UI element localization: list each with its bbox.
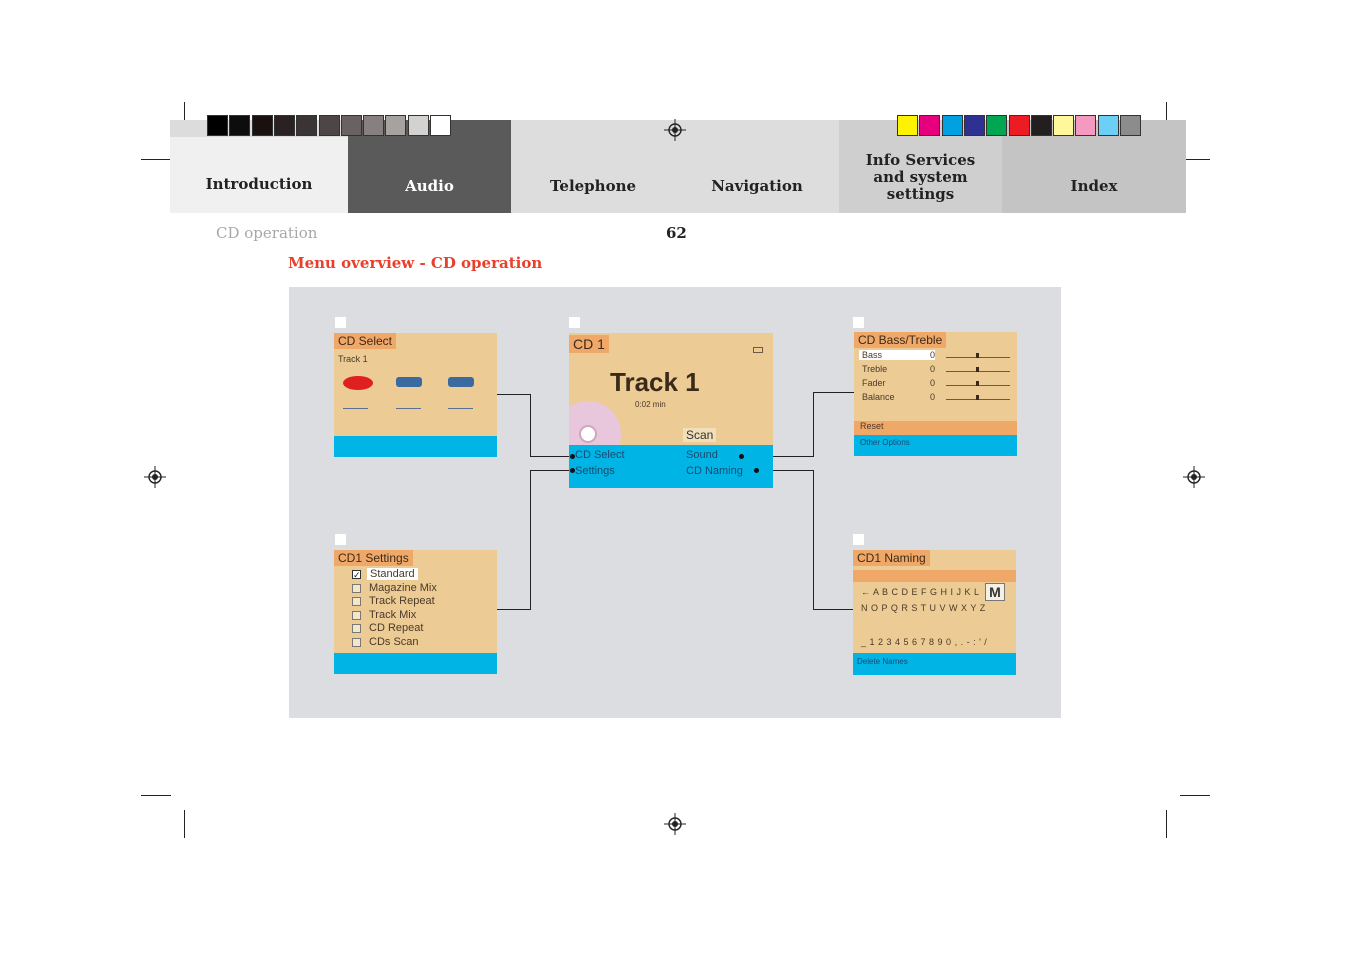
sound-setting-value: 0 <box>930 364 936 374</box>
cd-settings-screen <box>334 550 497 674</box>
cd-select-screen <box>334 333 497 457</box>
screen-title: CD 1 <box>569 335 609 353</box>
registration-mark-icon <box>1183 466 1205 488</box>
connector-dot <box>570 454 575 459</box>
color-swatch <box>897 115 918 136</box>
gray-swatch <box>363 115 384 136</box>
color-swatch <box>919 115 940 136</box>
checkbox-icon[interactable] <box>352 584 361 593</box>
color-swatch <box>1120 115 1141 136</box>
gray-swatch <box>385 115 406 136</box>
connector-line <box>530 470 572 471</box>
sound-setting-label[interactable]: Bass <box>859 350 935 360</box>
menu-item-sound[interactable]: Sound <box>686 449 718 461</box>
setting-option-label: Track Repeat <box>369 595 435 608</box>
track-label: Track 1 <box>338 354 368 364</box>
crop-mark <box>141 795 171 796</box>
tab-navigation[interactable] <box>675 120 839 213</box>
char-row-3[interactable]: _ 1 2 3 4 5 6 7 8 9 0 , . - : ' / <box>861 637 988 647</box>
sound-setting-label[interactable]: Treble <box>862 364 888 374</box>
checkbox-checked-icon[interactable]: ✓ <box>353 570 361 580</box>
cd-empty-icon <box>448 403 473 409</box>
registration-mark-icon <box>144 466 166 488</box>
slider-knob-icon <box>976 367 979 372</box>
registration-mark-icon <box>664 813 686 835</box>
reset-button[interactable]: Reset <box>860 421 884 431</box>
slider-knob-icon <box>976 381 979 386</box>
setting-option-label: Track Mix <box>369 608 417 621</box>
status-icon <box>753 347 763 353</box>
gray-swatch <box>229 115 250 136</box>
crop-mark <box>1180 795 1210 796</box>
gray-swatch <box>252 115 273 136</box>
checkbox-icon[interactable] <box>352 638 361 647</box>
screen-title: CD Bass/Treble <box>854 332 946 348</box>
connector-dot <box>754 468 759 473</box>
slider-knob-icon <box>976 395 979 400</box>
disc-hub-icon <box>579 425 597 443</box>
cd-naming-screen <box>853 550 1016 675</box>
tab-label: Index <box>1070 177 1118 195</box>
marker-box <box>853 317 864 328</box>
tab-label: Audio <box>405 177 454 195</box>
color-swatch <box>1075 115 1096 136</box>
page-heading: Menu overview - CD operation <box>288 254 543 272</box>
connector-dot <box>739 454 744 459</box>
checkbox-icon[interactable] <box>352 611 361 620</box>
sound-setting-value: 0 <box>930 378 936 388</box>
tab-label: Telephone <box>549 177 637 195</box>
setting-option-label: CD Repeat <box>369 622 424 635</box>
registration-mark-icon <box>664 119 686 141</box>
screen-title: CD Select <box>334 333 396 349</box>
screen-title: CD1 Settings <box>334 550 413 566</box>
scan-button[interactable]: Scan <box>683 428 716 442</box>
crop-mark <box>141 159 171 160</box>
color-swatch <box>942 115 963 136</box>
gray-swatch <box>296 115 317 136</box>
cd-slot-icon <box>448 377 474 387</box>
menu-bar <box>334 653 497 674</box>
tab-label: Info Services and system settings <box>865 151 976 203</box>
connector-line <box>530 394 531 456</box>
marker-box <box>853 534 864 545</box>
gray-swatch <box>319 115 340 136</box>
setting-option-label: CDs Scan <box>369 636 419 648</box>
setting-option-label: Standard <box>367 568 418 580</box>
color-swatch <box>1009 115 1030 136</box>
menu-bar <box>334 436 497 457</box>
page-number: 62 <box>666 224 687 242</box>
crop-mark <box>184 810 185 838</box>
screen-title: CD1 Naming <box>853 550 930 566</box>
gray-swatch <box>207 115 228 136</box>
setting-option-label: Magazine Mix <box>369 581 437 594</box>
tab-introduction[interactable] <box>170 137 348 213</box>
color-swatch <box>1053 115 1074 136</box>
color-swatch <box>964 115 985 136</box>
sound-setting-label[interactable]: Balance <box>862 392 895 402</box>
track-title: Track 1 <box>610 367 700 397</box>
cd-slot-icon <box>396 377 422 387</box>
gray-swatch <box>341 115 362 136</box>
delete-names-button[interactable]: Delete Names <box>857 657 908 666</box>
menu-item-cd-select[interactable]: CD Select <box>575 449 625 461</box>
connector-line <box>530 470 531 610</box>
cd-empty-icon <box>396 403 421 409</box>
connector-line <box>530 456 572 457</box>
sound-setting-label[interactable]: Fader <box>862 378 886 388</box>
color-swatch <box>986 115 1007 136</box>
cd-empty-icon <box>343 403 368 409</box>
char-row-2[interactable]: N O P Q R S T U V W X Y Z <box>861 603 986 613</box>
checkbox-icon[interactable] <box>352 624 361 633</box>
tab-label: Introduction <box>205 175 313 193</box>
connector-line <box>813 392 814 457</box>
cd-main-screen <box>569 333 773 488</box>
char-row-1[interactable]: ← A B C D E F G H I J K L <box>861 587 980 597</box>
connector-line <box>813 609 853 610</box>
menu-item-cd-naming[interactable]: CD Naming <box>686 465 743 477</box>
menu-item-settings[interactable]: Settings <box>575 465 615 477</box>
color-swatch <box>1098 115 1119 136</box>
checkbox-icon[interactable] <box>352 597 361 606</box>
cursor-char[interactable]: M <box>985 583 1005 601</box>
connector-line <box>497 394 530 395</box>
connector-line <box>813 392 854 393</box>
gray-swatch <box>408 115 429 136</box>
track-time: 0:02 min <box>635 400 666 409</box>
tab-label: Navigation <box>711 177 803 195</box>
slider-knob-icon <box>976 353 979 358</box>
sound-setting-value: 0 <box>930 392 936 402</box>
section-title: CD operation <box>216 224 318 242</box>
connector-line <box>497 609 530 610</box>
bass-treble-screen <box>854 332 1017 456</box>
connector-dot <box>570 468 575 473</box>
sound-setting-value: 0 <box>930 350 936 360</box>
marker-box <box>335 534 346 545</box>
other-options-button[interactable]: Other Options <box>860 438 910 447</box>
marker-box <box>335 317 346 328</box>
color-swatch <box>1031 115 1052 136</box>
name-entry-field[interactable] <box>853 570 1016 582</box>
marker-box <box>569 317 580 328</box>
gray-swatch <box>430 115 451 136</box>
cd-active-icon <box>343 376 373 390</box>
gray-swatch <box>274 115 295 136</box>
connector-line <box>813 470 814 610</box>
tab-telephone[interactable] <box>511 120 675 213</box>
crop-mark <box>1166 810 1167 838</box>
